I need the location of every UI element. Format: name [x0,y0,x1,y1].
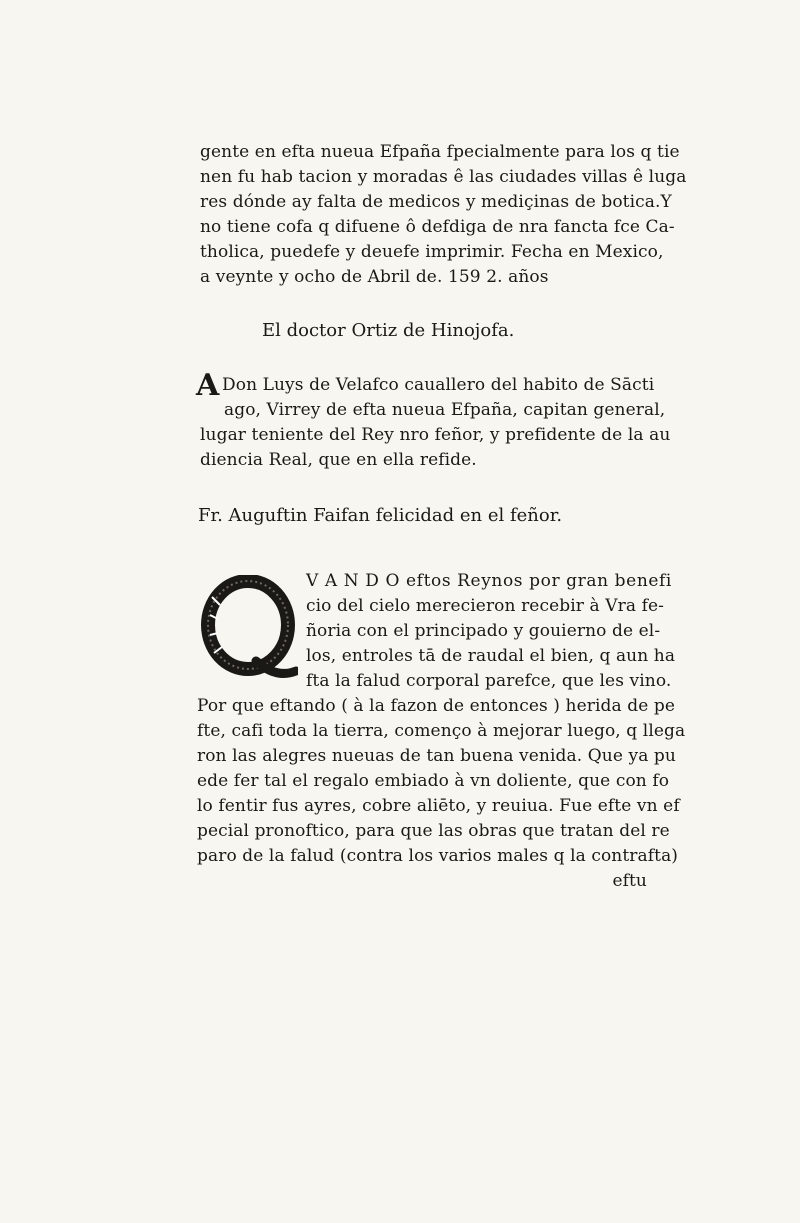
text-line: Don Luys de Velafco cauallero del habito de Sācti [222,375,655,395]
text-line: los, entroles tā de raudal el bien, q aun ha [306,646,676,666]
text-line: nen fu hab tacion y moradas ê las ciudades villas ê luga [200,167,687,187]
text-line: cio del cielo merecieron recebir à Vra fe- [306,596,664,616]
text-line: ron las alegres nueuas de tan buena venida. Que ya pu [197,746,676,766]
text-line: paro de la falud (contra los varios males q la contrafta) [197,846,679,866]
text-line: ede fer tal el regalo embiado à vn doliente, que con fo [197,771,670,791]
text-line: a veynte y ocho de Abril de. 159 2. años [200,267,549,287]
text-line: Por que eftando ( à la fazon de entonces ) herida de pe [197,696,676,716]
signature-ortiz: El doctor Ortiz de Hinojofa. [262,320,515,341]
text-line: ago, Virrey de efta nueua Efpaña, capitan general, [224,400,666,420]
text-line: V A N D O eftos Reynos por gran benefi [306,571,672,591]
signature-faifan: Fr. Auguftin Faifan felicidad en el feñor. [198,505,563,526]
text-line: diencia Real, que en ella refide. [200,450,477,470]
text-line: pecial pronoftico, para que las obras que tratan del re [197,821,670,841]
decorated-initial-q [198,575,298,679]
viceroy-decree [196,368,671,473]
text-line: fta la falud corporal parefce, que les vino. [306,671,672,691]
text-line: tholica, puedefe y deuefe imprimir. Fecha en Mexico, [200,242,664,262]
text-line: ñoria con el principado y gouierno de el- [306,621,661,641]
approval-closing [200,140,687,290]
text-line: res dónde ay falta de medicos y mediçinas de botica.Y [200,192,672,212]
initial-letter: A [196,368,220,403]
decree-first-line [196,368,655,403]
text-line: no tiene cofa q difuene ô defdiga de nra fancta fce Ca- [200,217,675,237]
catchword: eftu [612,871,647,891]
text-line: lugar teniente del Rey nro feñor, y prefidente de la au [200,425,671,445]
text-line: fte, cafi toda la tierra, començo à mejorar luego, q llega [197,721,686,741]
dedication-body [197,694,686,894]
text-line: gente en efta nueua Efpaña fpecialmente para los q tie [200,142,680,162]
dedication-opening [306,569,676,694]
text-line: lo fentir fus ayres, cobre aliēto, y reuiua. Fue efte vn ef [197,796,680,816]
